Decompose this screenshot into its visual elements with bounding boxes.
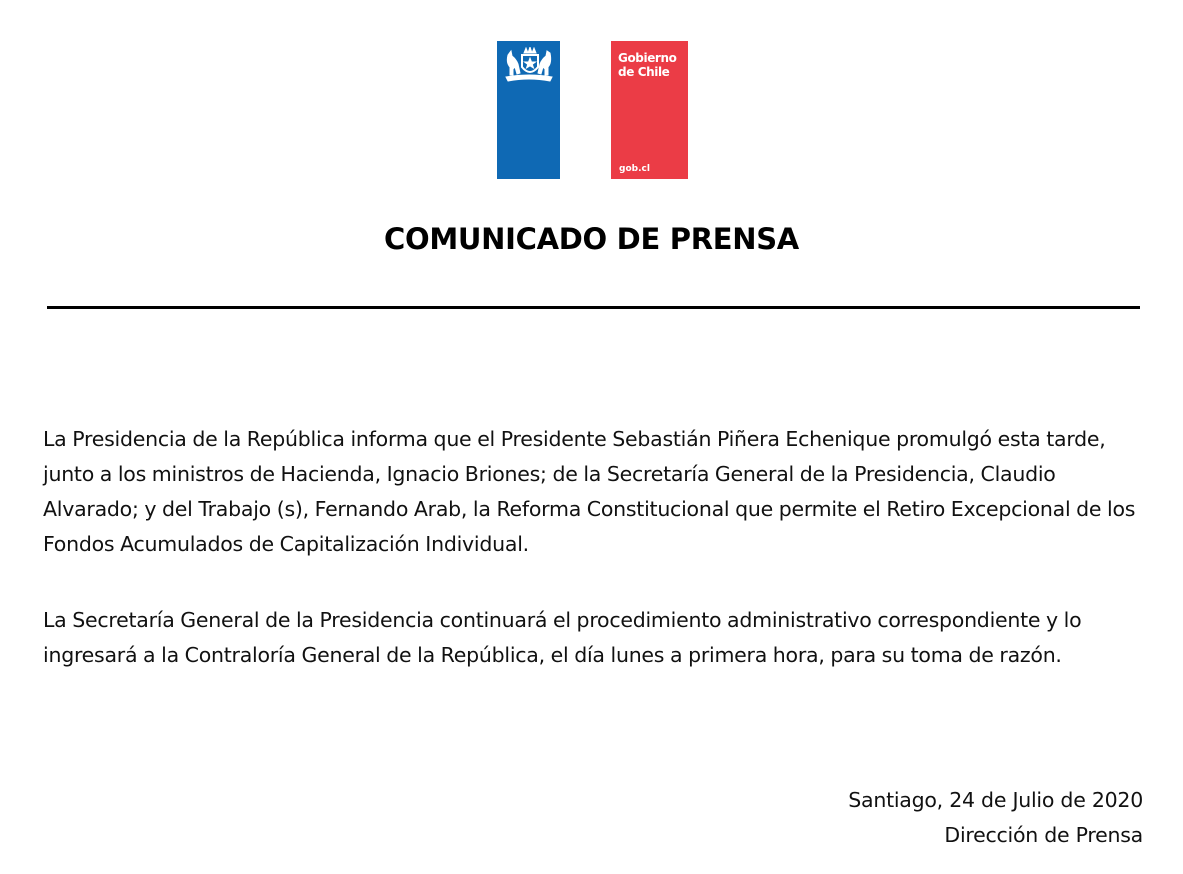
date-line: Santiago, 24 de Julio de 2020 (848, 788, 1143, 812)
gobierno-de-chile-logo (611, 41, 688, 179)
page-title: COMUNICADO DE PRENSA (384, 222, 799, 256)
logo-url-text: gob.cl (619, 164, 650, 174)
logo-brand-text: Gobierno de Chile (618, 51, 677, 79)
body-paragraph-1: La Presidencia de la República informa que el Presidente Sebastián Piñera Echenique promulgó esta tarde, junto a los ministros de Hacienda, Ignacio Briones; de la Secretaría General de la Presidencia, Claudio Alvarado; y del Trabajo (s), Fernando Arab, la Reforma Constitucional que permite el Retiro Excepcional de los Fondos Acumulados de Capitalización Individual. (43, 427, 1136, 556)
title-underline-divider (47, 306, 1140, 309)
chile-coat-of-arms-icon (502, 47, 556, 85)
gobierno-emblem-logo (497, 41, 560, 179)
body-paragraph-2: La Secretaría General de la Presidencia continuará el procedimiento administrativo correspondiente y lo ingresará a la Contraloría General de la República, el día lunes a primera hora, para su toma de razón. (43, 608, 1082, 667)
signature-line: Dirección de Prensa (944, 823, 1143, 847)
